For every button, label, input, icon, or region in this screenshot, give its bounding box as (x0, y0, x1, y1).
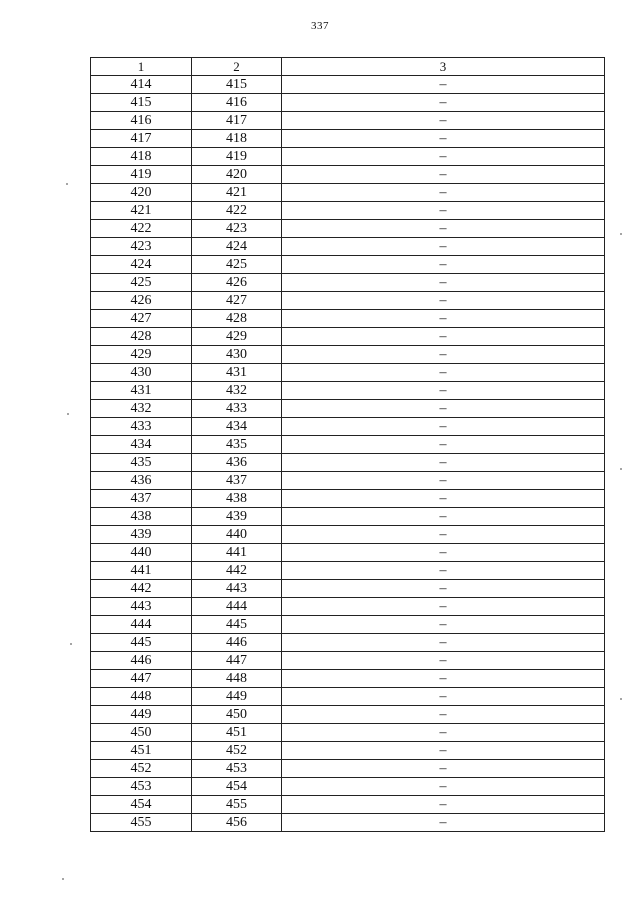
table-row (91, 670, 605, 688)
table-cell-col-2: 436 (192, 454, 282, 472)
table-cell-col-1: 419 (91, 166, 192, 184)
table-cell-col-1: 418 (91, 148, 192, 166)
table-row (91, 544, 605, 562)
table-cell-col-3: – (282, 310, 605, 328)
data-table (90, 57, 605, 832)
table-row (91, 328, 605, 346)
table-cell-col-2: 433 (192, 400, 282, 418)
table-cell-col-3: – (282, 436, 605, 454)
table-cell-col-1: 453 (91, 778, 192, 796)
column-header-3: 3 (282, 58, 605, 76)
table-cell-col-3: – (282, 418, 605, 436)
table-row (91, 634, 605, 652)
table-cell-col-3: – (282, 256, 605, 274)
table-cell-col-1: 444 (91, 616, 192, 634)
header-row (91, 58, 605, 76)
table-cell-col-1: 423 (91, 238, 192, 256)
table-cell-col-1: 430 (91, 364, 192, 382)
table-cell-col-1: 436 (91, 472, 192, 490)
table-cell-col-2: 425 (192, 256, 282, 274)
table-row (91, 598, 605, 616)
table-cell-col-1: 440 (91, 544, 192, 562)
table-cell-col-2: 430 (192, 346, 282, 364)
table-row (91, 310, 605, 328)
table-cell-col-3: – (282, 472, 605, 490)
table-cell-col-3: – (282, 274, 605, 292)
table-cell-col-1: 442 (91, 580, 192, 598)
table-cell-col-3: – (282, 148, 605, 166)
table-cell-col-3: – (282, 778, 605, 796)
table-cell-col-2: 455 (192, 796, 282, 814)
table-cell-col-2: 438 (192, 490, 282, 508)
table-row (91, 814, 605, 832)
table-cell-col-1: 433 (91, 418, 192, 436)
table-cell-col-1: 437 (91, 490, 192, 508)
table-cell-col-2: 437 (192, 472, 282, 490)
table-cell-col-1: 415 (91, 94, 192, 112)
table-cell-col-1: 454 (91, 796, 192, 814)
table-row (91, 418, 605, 436)
table-row (91, 562, 605, 580)
table-cell-col-1: 438 (91, 508, 192, 526)
table-cell-col-2: 423 (192, 220, 282, 238)
table-row (91, 652, 605, 670)
table-cell-col-1: 449 (91, 706, 192, 724)
table-cell-col-2: 432 (192, 382, 282, 400)
table-cell-col-2: 418 (192, 130, 282, 148)
table-cell-col-3: – (282, 544, 605, 562)
table-cell-col-1: 421 (91, 202, 192, 220)
table-row (91, 796, 605, 814)
scan-speck (66, 183, 68, 185)
table-cell-col-1: 451 (91, 742, 192, 760)
table-cell-col-1: 450 (91, 724, 192, 742)
table-cell-col-1: 422 (91, 220, 192, 238)
table-cell-col-1: 443 (91, 598, 192, 616)
table-cell-col-3: – (282, 382, 605, 400)
table-cell-col-3: – (282, 742, 605, 760)
table-cell-col-1: 416 (91, 112, 192, 130)
table-cell-col-1: 427 (91, 310, 192, 328)
table-cell-col-3: – (282, 688, 605, 706)
table-cell-col-2: 422 (192, 202, 282, 220)
table-cell-col-3: – (282, 760, 605, 778)
table-row (91, 508, 605, 526)
table-cell-col-1: 439 (91, 526, 192, 544)
table-cell-col-2: 427 (192, 292, 282, 310)
table-cell-col-3: – (282, 634, 605, 652)
table-row (91, 76, 605, 94)
table-cell-col-3: – (282, 616, 605, 634)
table-cell-col-2: 431 (192, 364, 282, 382)
table-row (91, 148, 605, 166)
table-row (91, 130, 605, 148)
table-cell-col-3: – (282, 292, 605, 310)
table-body (91, 76, 605, 832)
table-cell-col-3: – (282, 184, 605, 202)
column-header-1: 1 (91, 58, 192, 76)
table-cell-col-3: – (282, 796, 605, 814)
table-cell-col-2: 428 (192, 310, 282, 328)
table-cell-col-3: – (282, 814, 605, 832)
table-row (91, 292, 605, 310)
table-cell-col-2: 439 (192, 508, 282, 526)
table-cell-col-3: – (282, 706, 605, 724)
table-row (91, 256, 605, 274)
scan-speck (620, 233, 622, 235)
table-cell-col-1: 441 (91, 562, 192, 580)
table-cell-col-1: 434 (91, 436, 192, 454)
table-cell-col-1: 429 (91, 346, 192, 364)
table-row (91, 202, 605, 220)
page-number: 337 (311, 20, 329, 32)
table-row (91, 346, 605, 364)
table-row (91, 364, 605, 382)
table-row (91, 616, 605, 634)
table-cell-col-3: – (282, 94, 605, 112)
table-cell-col-2: 442 (192, 562, 282, 580)
table-cell-col-1: 425 (91, 274, 192, 292)
table-cell-col-3: – (282, 112, 605, 130)
table-row (91, 238, 605, 256)
table-row (91, 490, 605, 508)
table-cell-col-1: 428 (91, 328, 192, 346)
table-cell-col-2: 429 (192, 328, 282, 346)
table-cell-col-1: 452 (91, 760, 192, 778)
table-cell-col-2: 417 (192, 112, 282, 130)
table-row (91, 436, 605, 454)
table-row (91, 526, 605, 544)
table-row (91, 724, 605, 742)
table-row (91, 400, 605, 418)
table-cell-col-2: 452 (192, 742, 282, 760)
table-cell-col-1: 424 (91, 256, 192, 274)
table-cell-col-2: 445 (192, 616, 282, 634)
scan-speck (67, 413, 69, 415)
table-cell-col-3: – (282, 346, 605, 364)
table-cell-col-3: – (282, 670, 605, 688)
scan-speck (620, 698, 622, 700)
table-cell-col-3: – (282, 526, 605, 544)
table-cell-col-3: – (282, 490, 605, 508)
table-cell-col-3: – (282, 580, 605, 598)
table-cell-col-3: – (282, 130, 605, 148)
table-row (91, 778, 605, 796)
table-row (91, 706, 605, 724)
table-cell-col-2: 420 (192, 166, 282, 184)
table-cell-col-2: 447 (192, 652, 282, 670)
table-row (91, 274, 605, 292)
table-cell-col-3: – (282, 508, 605, 526)
table-cell-col-1: 420 (91, 184, 192, 202)
table-cell-col-2: 424 (192, 238, 282, 256)
table-cell-col-2: 446 (192, 634, 282, 652)
table-cell-col-2: 421 (192, 184, 282, 202)
table-row (91, 688, 605, 706)
table-cell-col-2: 434 (192, 418, 282, 436)
table-cell-col-3: – (282, 562, 605, 580)
table-cell-col-2: 415 (192, 76, 282, 94)
scan-speck (620, 468, 622, 470)
table-cell-col-1: 446 (91, 652, 192, 670)
table-cell-col-1: 414 (91, 76, 192, 94)
table-cell-col-2: 443 (192, 580, 282, 598)
table-cell-col-2: 419 (192, 148, 282, 166)
table-cell-col-2: 444 (192, 598, 282, 616)
table-row (91, 580, 605, 598)
table-cell-col-3: – (282, 220, 605, 238)
table-cell-col-2: 441 (192, 544, 282, 562)
table-row (91, 760, 605, 778)
table-row (91, 742, 605, 760)
table-row (91, 94, 605, 112)
table-cell-col-2: 448 (192, 670, 282, 688)
table-cell-col-1: 448 (91, 688, 192, 706)
table-cell-col-1: 455 (91, 814, 192, 832)
table-row (91, 184, 605, 202)
table-cell-col-3: – (282, 598, 605, 616)
table-cell-col-3: – (282, 238, 605, 256)
table-cell-col-2: 456 (192, 814, 282, 832)
table-cell-col-1: 445 (91, 634, 192, 652)
table-cell-col-3: – (282, 202, 605, 220)
table-cell-col-3: – (282, 364, 605, 382)
table-cell-col-1: 435 (91, 454, 192, 472)
table-row (91, 166, 605, 184)
table-cell-col-2: 435 (192, 436, 282, 454)
table-cell-col-1: 417 (91, 130, 192, 148)
table-cell-col-3: – (282, 328, 605, 346)
table-cell-col-2: 449 (192, 688, 282, 706)
column-header-2: 2 (192, 58, 282, 76)
table-cell-col-1: 426 (91, 292, 192, 310)
table-cell-col-3: – (282, 166, 605, 184)
table-cell-col-2: 453 (192, 760, 282, 778)
table-cell-col-2: 450 (192, 706, 282, 724)
table-row (91, 220, 605, 238)
table-row (91, 472, 605, 490)
scan-speck (62, 878, 64, 880)
table-cell-col-2: 440 (192, 526, 282, 544)
table-cell-col-1: 432 (91, 400, 192, 418)
table-cell-col-2: 451 (192, 724, 282, 742)
table-row (91, 382, 605, 400)
table-cell-col-3: – (282, 76, 605, 94)
scan-speck (70, 643, 72, 645)
table-header (91, 58, 605, 76)
table-cell-col-2: 454 (192, 778, 282, 796)
table-cell-col-3: – (282, 652, 605, 670)
table-row (91, 112, 605, 130)
table-cell-col-1: 447 (91, 670, 192, 688)
table-cell-col-3: – (282, 724, 605, 742)
table-cell-col-3: – (282, 454, 605, 472)
table-cell-col-2: 416 (192, 94, 282, 112)
table-row (91, 454, 605, 472)
table-cell-col-3: – (282, 400, 605, 418)
table-cell-col-1: 431 (91, 382, 192, 400)
table-cell-col-2: 426 (192, 274, 282, 292)
